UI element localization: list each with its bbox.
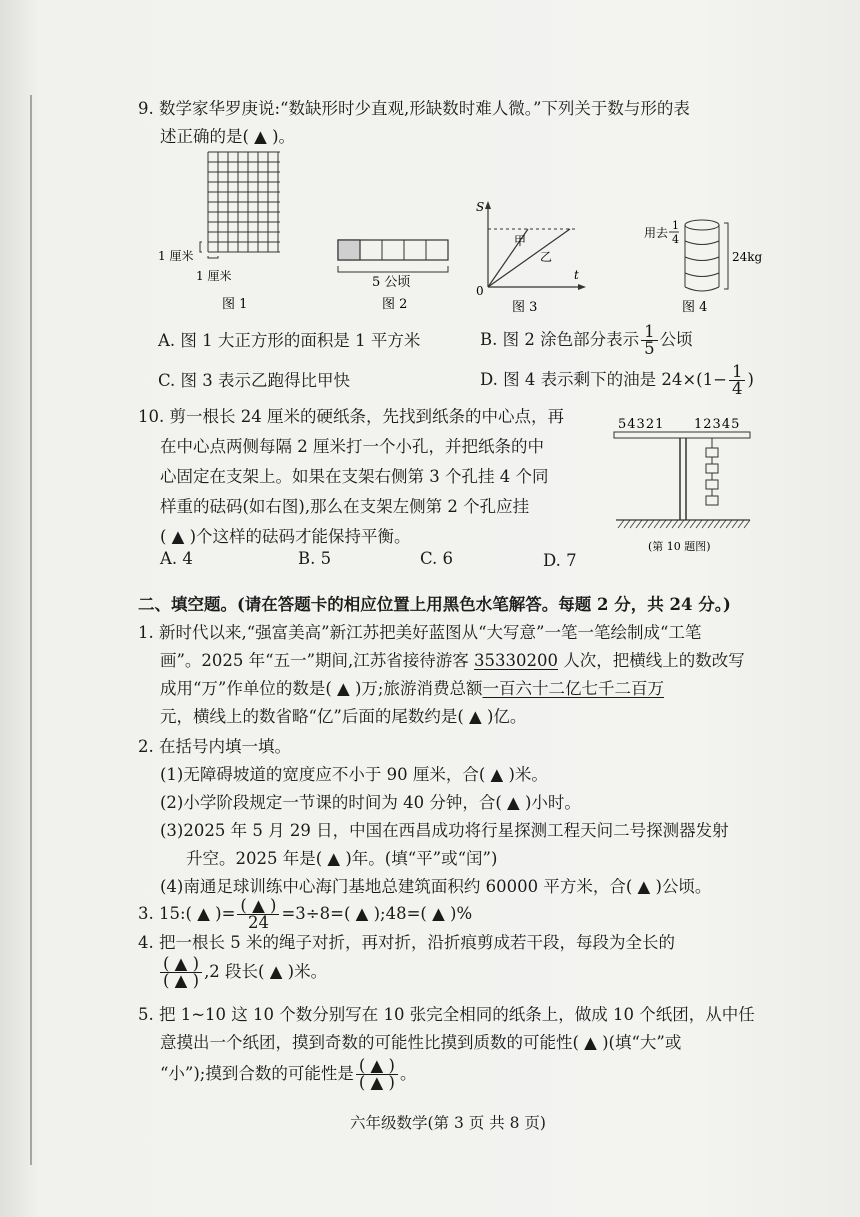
f4-fraction: $\frac{( ▲ )}{( ▲ )}$ xyxy=(160,956,202,989)
f4-line-1: 4. 把一根长 5 米的绳子对折，再对折，沿折痕剪成若干段，每段为全长的 xyxy=(138,933,675,952)
q9-figure-2-strip xyxy=(330,230,460,310)
q10-line-1: 10. 剪一根长 24 厘米的硬纸条，先找到纸条的中心点，再 xyxy=(138,407,564,426)
fig4-used-num: 1 xyxy=(672,219,679,232)
f5-line-2: 意摸出一个纸团，摸到奇数的可能性比摸到质数的可能性( ▲ )(填“大”或 xyxy=(160,1033,682,1052)
q9-option-d-text: D. 图 4 表示剩下的油是 24×(1− xyxy=(480,370,727,389)
fig1-side-label: 1 厘米 xyxy=(158,249,194,263)
f1-line-3: 成用“万”作单位的数是( ▲ )万;旅游消费总额一百六十二亿七千二百万 xyxy=(160,679,664,698)
fig4-caption: 图 4 xyxy=(682,300,708,315)
fig3-yi: 乙 xyxy=(540,250,553,264)
f2-item-2: (2)小学阶段规定一节课的时间为 40 分钟，合( ▲ )小时。 xyxy=(160,793,581,812)
fig3-x-label: t xyxy=(574,268,579,282)
fig1-caption: 图 1 xyxy=(222,297,248,310)
q9-option-c: C. 图 3 表示乙跑得比甲快 xyxy=(158,371,351,390)
q10-line-2: 在中心点两侧每隔 2 厘米打一个小孔，并把纸条的中 xyxy=(160,437,544,456)
q10-line-5: ( ▲ )个这样的砝码才能保持平衡。 xyxy=(160,527,411,546)
fig4-weight: 24kg xyxy=(732,250,763,264)
q10-line-4: 样重的砝码(如右图),那么在支架左侧第 2 个孔应挂 xyxy=(160,497,530,516)
f1-underlined-number: 35330200 xyxy=(474,651,559,670)
q9-figure-4-barrel xyxy=(644,205,764,315)
fig2-length-label: 5 公顷 xyxy=(372,275,411,290)
q10-option-d: D. 7 xyxy=(543,551,577,570)
q9-line-1: 9. 数学家华罗庚说:“数缺形时少直观,形缺数时难人微。”下列关于数与形的表 xyxy=(138,99,690,118)
f2-item-1: (1)无障碍坡道的宽度应不小于 90 厘米，合( ▲ )米。 xyxy=(160,765,548,784)
f2-item-4: (4)南通足球训练中心海门基地总建筑面积约 60000 平方米，合( ▲ )公顷。 xyxy=(160,877,712,896)
page-footer: 六年级数学(第 3 页 共 8 页) xyxy=(350,1114,546,1132)
q10-right-numbers: 12345 xyxy=(694,417,741,432)
fig1-bottom-label: 1 厘米 xyxy=(196,269,232,283)
fig3-y-label: S xyxy=(476,200,485,214)
q9-figure-1-grid xyxy=(150,150,280,310)
q10-option-c: C. 6 xyxy=(420,549,454,568)
f2-title: 2. 在括号内填一填。 xyxy=(138,737,291,756)
q9-option-d: D. 图 4 表示剩下的油是 24×(1− $\frac{1}{4}$ ) xyxy=(480,362,754,398)
fig4-used-prefix: 用去 xyxy=(644,226,669,240)
q9-option-d-fraction: $\frac{1}{4}$ xyxy=(729,364,746,397)
f2-item-3: (3)2025 年 5 月 29 日，中国在西昌成功将行星探测工程天问二号探测器发射 xyxy=(160,821,729,840)
q9-line-2: 述正确的是( ▲ )。 xyxy=(160,127,296,146)
f5-line-3: “小”);摸到合数的可能性是 $\frac{( ▲ )}{( ▲ )}$ 。 xyxy=(160,1056,417,1092)
q9-option-b-fraction: $\frac{1}{5}$ xyxy=(641,324,658,357)
page-edge-line xyxy=(30,95,32,1165)
q9-option-b xyxy=(480,324,693,357)
fig3-origin: 0 xyxy=(476,284,484,298)
f1-line-2: 画”。2025 年“五一”期间,江苏省接待游客 35330200 人次，把横线上的数改写 xyxy=(160,651,745,670)
q9-option-b-text: B. 图 2 涂色部分表示 xyxy=(480,330,640,349)
q9-option-a: A. 图 1 大正方形的面积是 1 平方米 xyxy=(158,331,421,350)
q10-figure-caption: (第 10 题图) xyxy=(648,540,711,553)
q10-option-a: A. 4 xyxy=(160,549,193,568)
f3-fraction: $\frac{( ▲ )}{24}$ xyxy=(237,898,279,931)
fig3-jia: 甲 xyxy=(514,234,527,248)
fig3-caption: 图 3 xyxy=(512,300,538,315)
f4-line-2: $\frac{( ▲ )}{( ▲ )}$ ,2 段长( ▲ )米。 xyxy=(158,956,327,989)
f1-line-1: 1. 新时代以来,“强富美高”新江苏把美好蓝图从“大写意”一笔一笔绘制成“工笔 xyxy=(138,623,702,642)
q10-line-3: 心固定在支架上。如果在支架右侧第 3 个孔挂 4 个同 xyxy=(160,467,549,486)
f3-line: 3. 15:( ▲ )= $\frac{( ▲ )}{24}$ =3÷8=( ▲ );48=( ▲ )% xyxy=(138,896,473,932)
q10-balance-figure xyxy=(608,412,758,562)
q10-option-b: B. 5 xyxy=(298,549,332,568)
f5-fraction: $\frac{( ▲ )}{( ▲ )}$ xyxy=(356,1058,398,1091)
f1-line-4: 元，横线上的数省略“亿”后面的尾数约是( ▲ )亿。 xyxy=(160,707,527,726)
fig2-caption: 图 2 xyxy=(382,297,408,310)
f1-underlined-amount: 一百六十二亿七千二百万 xyxy=(482,679,664,698)
f2-item-3-cont: 升空。2025 年是( ▲ )年。(填“平”或“闰”) xyxy=(186,849,498,868)
section-2-title: 二、填空题。(请在答题卡的相应位置上用黑色水笔解答。每题 2 分，共 24 分。) xyxy=(138,595,731,614)
fig4-used-den: 4 xyxy=(672,233,679,246)
q9-option-b-unit: 公顷 xyxy=(659,330,693,349)
q10-left-numbers: 54321 xyxy=(618,417,665,432)
q9-figure-3-graph xyxy=(470,195,590,315)
f5-line-1: 5. 把 1~10 这 10 个数分别写在 10 张完全相同的纸条上，做成 10 个纸团，从中任 xyxy=(138,1005,755,1024)
